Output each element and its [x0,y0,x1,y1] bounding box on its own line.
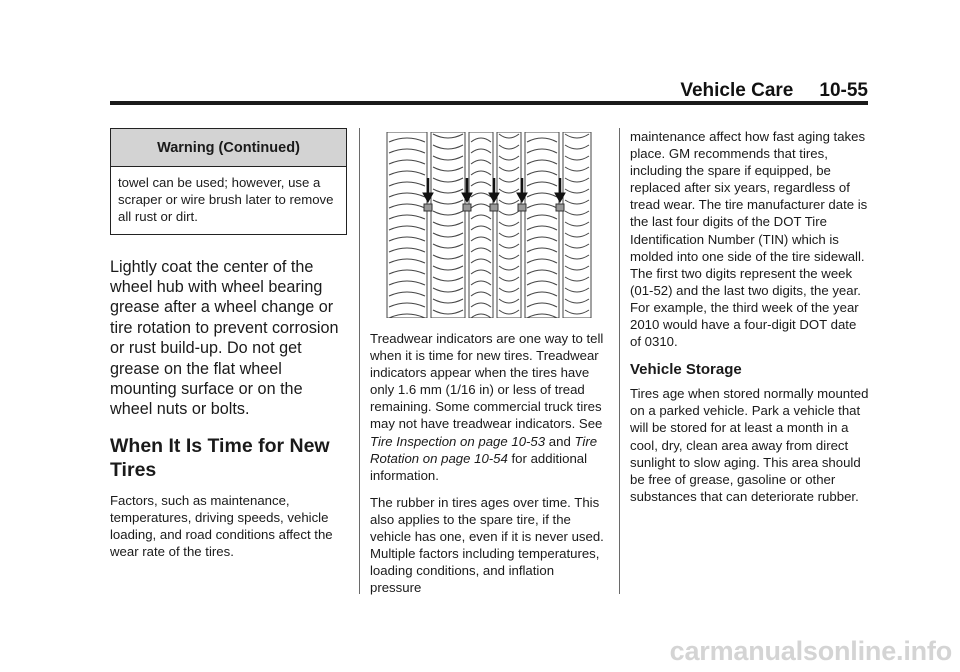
page-header [110,80,868,102]
tread-sipe [433,189,463,193]
header-rule [110,101,868,105]
tread-sipe [389,160,425,164]
tread-sipe [527,138,557,142]
wear-bar [463,204,471,211]
tread-sipe [471,314,491,318]
tread-sipe [389,215,425,219]
tread-sipe [433,255,463,259]
tread-sipe [471,138,491,142]
tread-sipe [527,193,557,197]
tread-sipe [499,255,519,259]
vehicle-storage-heading: Vehicle Storage [630,361,742,379]
wear-bar [518,204,526,211]
column-divider-2 [619,128,620,594]
tread-sipe [433,233,463,237]
section-title: Vehicle Care [680,80,794,101]
tread-sipe [527,204,557,208]
tread-sipe [389,314,425,318]
tread-sipe [527,237,557,241]
tread-sipe [389,193,425,197]
tire-rotation-link[interactable]: Tire Rotation on page 10-54 [370,433,598,466]
tread-sipe [565,288,589,292]
tire-inspection-link[interactable]: Tire Inspection on page 10-53 [370,433,546,449]
tread-sipe [565,255,589,259]
tread-sipe [565,178,589,182]
tread-sipe [527,160,557,164]
tread-sipe [433,156,463,160]
wear-bar [556,204,564,211]
tread-sipe [433,222,463,226]
warning-title: Warning (Continued) [111,129,346,167]
treadwear-paragraph: Treadwear indicators are one way to tell when it is time for new tires. Treadwear indicators appear when the tires have only 1.6 mm (1/16 in) or less of tread remaining. Some commercial truck tires may not have treadwear indicators. See Tire Inspection on page 10-53 and Tire Rotation on page 10-54 for additional information. [370,331,604,483]
tread-sipe [389,204,425,208]
tread-sipe [565,266,589,270]
tread-sipe [499,266,519,270]
tread-sipe [389,292,425,296]
tread-sipe [565,200,589,204]
tread-sipe [389,248,425,252]
tread-sipe [471,149,491,153]
tread-sipe [433,288,463,292]
watermark: carmanualsonline.info [669,636,952,666]
tread-sipe [499,310,519,314]
treadwear-indicator-illustration [383,132,595,318]
tread-sipe [471,303,491,307]
tread-sipe [527,303,557,307]
tread-sipe [471,193,491,197]
tread-sipe [499,299,519,303]
tread-sipe [499,211,519,215]
tread-sipe [527,171,557,175]
tread-sipe [565,244,589,248]
tread-sipe [389,237,425,241]
hub-grease-paragraph: Lightly coat the center of the wheel hub with wheel bearing grease after a wheel change or tire rotation to prevent corrosion or rust build-up. Do not get grease on the flat wheel mounting surface or on the wheel nuts or bolts. [110,257,339,419]
tread-sipe [565,145,589,149]
tread-sipe [471,259,491,263]
tread-sipe [527,281,557,285]
tread-sipe [389,259,425,263]
tire-aging-continued: maintenance affect how fast aging takes place. GM recommends that tires, including the spare if equipped, be replaced after six years, regardless of tread wear. The tire manufacturer date is the last four digits of the DOT Tire Identification Number (TIN) which is molded into one side of the tire sidewall. The first two digits represent the week (01-52) and the last two digits, the year. For example, the third week of the year 2010 would have a four-digit DOT date of 0310. [630,129,868,350]
tread-sipe [471,237,491,241]
tread-sipe [433,211,463,215]
tread-sipe [565,299,589,303]
tread-sipe [389,149,425,153]
tread-sipe [499,277,519,281]
tread-sipe [389,281,425,285]
warning-body: towel can be used; however, use a scraper or wire brush later to remove all rust or dirt. [118,175,334,225]
tread-sipe [433,200,463,204]
tread-sipe [433,134,463,138]
page-number: 10-55 [819,80,868,101]
tread-sipe [433,299,463,303]
tread-sipe [389,138,425,142]
tread-sipe [527,182,557,186]
tread-sipe [527,215,557,219]
tread-sipe [499,134,519,138]
column-1 [110,128,347,560]
new-tires-heading: When It Is Time for New Tires [110,434,330,481]
tread-sipe [471,215,491,219]
tread-sipe [389,270,425,274]
tread-sipe [565,189,589,193]
wear-factors-paragraph: Factors, such as maintenance, temperatures, driving speeds, vehicle loading, and road conditions affect the wear rate of the tires. [110,492,333,560]
wear-bar [490,204,498,211]
column-3 [630,128,870,505]
tread-sipe [499,189,519,193]
tread-sipe [565,156,589,160]
column-divider-1 [359,128,360,594]
tread-sipe [471,270,491,274]
tread-sipe [499,288,519,292]
tread-sipe [527,314,557,318]
tread-sipe [433,145,463,149]
tread-sipe [389,182,425,186]
wear-bar [424,204,432,211]
tread-sipe [499,200,519,204]
tread-sipe [433,167,463,171]
tread-sipe [527,248,557,252]
tread-sipe [499,244,519,248]
tread-sipe [527,149,557,153]
tread-sipe [565,277,589,281]
tread-sipe [527,292,557,296]
tread-sipe [565,222,589,226]
tread-sipe [471,182,491,186]
tread-sipe [433,310,463,314]
tread-sipe [527,259,557,263]
tread-sipe [499,156,519,160]
tread-sipe [471,248,491,252]
tire-aging-paragraph: The rubber in tires ages over time. This also applies to the spare tire, if the vehicle has one, even if it is never used. Multiple factors including temperatures, loading conditions, and inflation pressure [370,494,604,596]
tread-sipe [527,226,557,230]
tread-sipe [565,134,589,138]
tread-sipe [433,277,463,281]
tread-sipe [499,233,519,237]
tread-sipe [389,226,425,230]
tread-sipe [565,167,589,171]
tread-sipe [527,270,557,274]
tread-sipe [499,222,519,226]
column-2 [370,128,608,596]
tread-sipe [433,178,463,182]
tread-sipe [389,303,425,307]
tread-sipe [471,292,491,296]
tread-sipe [565,310,589,314]
tread-sipe [471,281,491,285]
tread-sipe [499,178,519,182]
tread-sipe [565,233,589,237]
tread-sipe [565,211,589,215]
tread-sipe [499,145,519,149]
tread-sipe [471,226,491,230]
tread-sipe [471,171,491,175]
tread-sipe [471,204,491,208]
tread-sipe [499,167,519,171]
tread-sipe [433,266,463,270]
tread-sipe [471,160,491,164]
tread-sipe [389,171,425,175]
vehicle-storage-paragraph: Tires age when stored normally mounted on a parked vehicle. Park a vehicle that will be stored for at least a month in a cool, dry, clean area away from direct sunlight to slow aging. This area should be free of grease, gasoline or other substances that can deteriorate rubber. [630,386,869,504]
indicator-arrow-head [462,193,472,202]
tread-sipe [433,244,463,248]
warning-box [110,128,347,235]
